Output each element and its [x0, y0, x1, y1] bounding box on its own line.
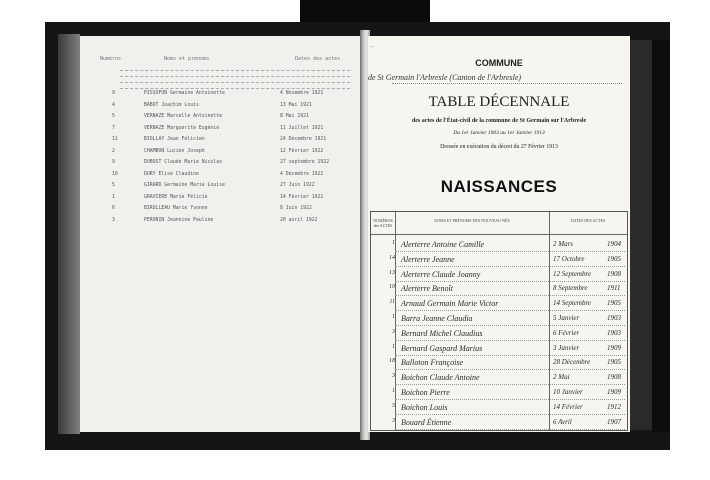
entry-year: 1911: [607, 284, 621, 293]
entry-name: Barra Jeanne Claudia: [401, 314, 473, 323]
entry-name: BIOLLAY Jean Félicien: [144, 137, 205, 142]
register-row: [371, 329, 627, 345]
register-table: [370, 211, 628, 431]
register-row: [371, 299, 627, 315]
entry-number: 9: [112, 91, 115, 96]
left-divider: [120, 76, 350, 77]
entry-year: 1903: [607, 328, 621, 337]
entry-number: 11: [112, 137, 118, 142]
left-table-row: [80, 183, 362, 193]
entry-number: 6: [112, 206, 115, 211]
page-edge-shadow: [58, 34, 80, 434]
left-divider: [120, 70, 350, 71]
entry-date: 28 Décembre: [553, 358, 591, 367]
entry-number: 3: [392, 328, 395, 335]
entry-number: 1: [392, 240, 395, 246]
entry-date: 4 Novembre 1921: [280, 91, 324, 96]
left-table-row: [80, 172, 362, 182]
entry-name: DURY Elise Claudine: [144, 171, 199, 177]
header-rule: [371, 234, 627, 235]
entry-name: PISSOFON Germaine Antoinette: [144, 91, 225, 96]
entry-date: 3 Janvier: [553, 343, 580, 352]
register-row: [371, 270, 627, 286]
entry-year: 1905: [607, 358, 621, 367]
entry-date: 14 Février 1922: [280, 194, 324, 200]
entry-year: 1908: [607, 373, 621, 382]
left-header-dates: Dates des actes: [295, 56, 341, 62]
entry-name: Alerterre Jeanne: [401, 254, 455, 264]
entry-date: 12 Février 1922: [280, 148, 324, 154]
entry-number: 10: [389, 284, 395, 291]
register-row: [371, 388, 627, 404]
register-row: [371, 314, 627, 330]
row-rule: [395, 266, 625, 267]
row-rule: [395, 310, 625, 311]
register-row: [371, 344, 627, 360]
register-row: [371, 284, 627, 300]
entry-name: Bernard Gaspard Marius: [401, 343, 483, 353]
entry-year: 1905: [607, 299, 621, 308]
entry-date: 27 Juin 1922: [280, 183, 315, 188]
entry-date: 2 Mars: [553, 240, 574, 248]
entry-number: 1: [112, 194, 115, 200]
entry-name: DUBOST Claude Marie Nicolas: [144, 160, 222, 165]
entry-date: 12 Septembre: [553, 269, 592, 278]
page-mark: —: [370, 44, 374, 49]
entry-name: CHAMBON Lucien Joseph: [144, 148, 205, 154]
entry-number: 13: [389, 269, 395, 276]
row-rule: [395, 281, 625, 282]
entry-date: 6 Avril: [553, 417, 572, 426]
entry-date: 27 septembre 1922: [280, 160, 330, 165]
period: Du 1er Janvier 1903 au 1er Janvier 1913: [453, 130, 545, 136]
entry-name: VERNAZE Marcelle Antoinette: [144, 114, 222, 119]
entry-name: Boichon Claude Antoine: [401, 373, 480, 383]
entry-name: VERNAZE Marguerite Eugénie: [144, 125, 220, 131]
entry-date: 6 Février: [553, 328, 580, 337]
left-divider: [120, 88, 350, 89]
entry-number: 11: [389, 299, 395, 306]
entry-name: GIRARD Germaine Marie Louise: [144, 183, 225, 188]
left-table-row: [80, 126, 362, 136]
entry-number: 3: [392, 373, 395, 380]
dotted-line: [392, 83, 622, 84]
row-rule: [395, 325, 625, 326]
page-title: TABLE DÉCENNALE: [428, 94, 570, 110]
entry-number: 14: [389, 254, 395, 261]
entry-name: Arnaud Germain Marie Victor: [401, 299, 499, 309]
entry-date: 8 Septembre: [553, 284, 588, 293]
entry-number: 3: [112, 217, 115, 223]
entry-name: Alerterre Claude Joanny: [401, 269, 481, 279]
entry-number: 5: [112, 183, 115, 188]
left-header-numbers: Numéros: [100, 56, 122, 62]
entry-name: GRAVIERE Marie Félicie: [144, 194, 208, 200]
row-rule: [395, 429, 625, 430]
entry-name: Boichon Pierre: [401, 388, 450, 397]
entry-year: 1905: [607, 254, 621, 263]
entry-name: Alerterre Antoine Camille: [401, 240, 485, 249]
row-rule: [395, 384, 625, 385]
entry-name: PERONIN Jeannine Pauline: [144, 217, 214, 223]
left-table-row: [80, 137, 362, 147]
entry-number: 18: [389, 358, 395, 365]
entry-year: 1909: [607, 343, 621, 352]
entry-date: 8 Mai 1921: [280, 114, 309, 119]
register-row: [371, 403, 627, 419]
row-rule: [395, 340, 625, 341]
register-row: [371, 240, 627, 256]
left-divider: [120, 82, 350, 83]
left-page: [80, 36, 362, 432]
row-rule: [395, 295, 625, 296]
column-header-dates: DATES DES ACTES: [570, 218, 606, 223]
entry-date: 8 Juin 1922: [280, 206, 312, 211]
entry-number: 5: [112, 114, 115, 119]
entry-date: 17 Octobre: [553, 254, 585, 263]
entry-name: Balloton Françoise: [401, 358, 463, 368]
register-row: [371, 418, 627, 432]
entry-year: 1908: [607, 269, 621, 278]
entry-name: Alerterre Benoît: [401, 284, 453, 294]
entry-number: 5: [392, 402, 395, 409]
row-rule: [395, 399, 625, 400]
entry-year: 1909: [607, 388, 621, 396]
entry-year: 1904: [607, 240, 621, 248]
entry-number: 2: [112, 148, 115, 154]
left-table-row: [80, 218, 362, 228]
left-table-row: [80, 91, 362, 101]
entry-date: 4 Décembre 1922: [280, 171, 324, 177]
register-row: [371, 358, 627, 374]
row-rule: [395, 369, 625, 370]
entry-number: 1: [392, 388, 395, 394]
register-row: [371, 373, 627, 389]
entry-year: 1912: [607, 402, 621, 411]
binding-edge: [652, 40, 670, 432]
entry-name: Bouard Étienne: [401, 417, 452, 427]
entry-date: 10 Janvier: [553, 388, 583, 396]
entry-year: 1903: [607, 314, 621, 322]
entry-number: 7: [112, 125, 115, 131]
entry-year: 1907: [607, 417, 621, 426]
entry-date: 24 Décembre 1921: [280, 137, 327, 142]
entry-name: Bernard Michel Claudius: [401, 328, 483, 338]
section-heading: NAISSANCES: [440, 177, 558, 196]
register-row: [371, 255, 627, 271]
entry-date: 13 Mai 1921: [280, 102, 312, 108]
commune-name: de St Germain l'Arbresle (Canton de l'Arbresle): [368, 73, 522, 82]
left-header-names: Noms et prénoms: [164, 56, 210, 62]
entry-name: BIROLLEAU Marie Yvonne: [144, 206, 208, 211]
subtitle: des actes de l'État-civil de la commune de St Germain sur l'Arbresle: [411, 118, 587, 124]
entry-date: 20 avril 1922: [280, 217, 318, 223]
entry-name: Boichon Louis: [401, 402, 448, 412]
page-stack-edge: [630, 40, 652, 430]
right-page: [368, 36, 630, 432]
left-table-row: [80, 103, 362, 113]
entry-number: 4: [112, 102, 115, 108]
left-table-row: [80, 114, 362, 124]
entry-date: 5 Janvier: [553, 314, 580, 322]
column-header-names: NOMS ET PRÉNOMS DES NOUVEAU-NÉS: [434, 218, 510, 223]
left-table-row: [80, 195, 362, 205]
left-table-row: [80, 149, 362, 159]
row-rule: [395, 414, 625, 415]
column-header-numbers: NUMÉROS des ACTES: [373, 218, 393, 228]
commune-label: COMMUNE: [475, 58, 523, 68]
entry-number: 3: [392, 417, 395, 424]
left-table-row: [80, 206, 362, 216]
entry-number: 9: [112, 160, 115, 165]
entry-number: 1: [392, 314, 395, 320]
decree-line: Dressée en exécution du décret du 27 Février 1913: [440, 144, 558, 150]
entry-number: 1: [392, 343, 395, 350]
row-rule: [395, 355, 625, 356]
entry-date: 14 Septembre: [553, 299, 592, 308]
entry-date: 11 Juillet 1921: [280, 125, 324, 131]
entry-number: 10: [112, 171, 118, 177]
row-rule: [395, 251, 625, 252]
entry-date: 14 Février: [553, 402, 583, 411]
entry-date: 2 Mai: [553, 373, 570, 382]
entry-name: BABOT Joachim Louis: [144, 102, 199, 108]
left-table-row: [80, 160, 362, 170]
